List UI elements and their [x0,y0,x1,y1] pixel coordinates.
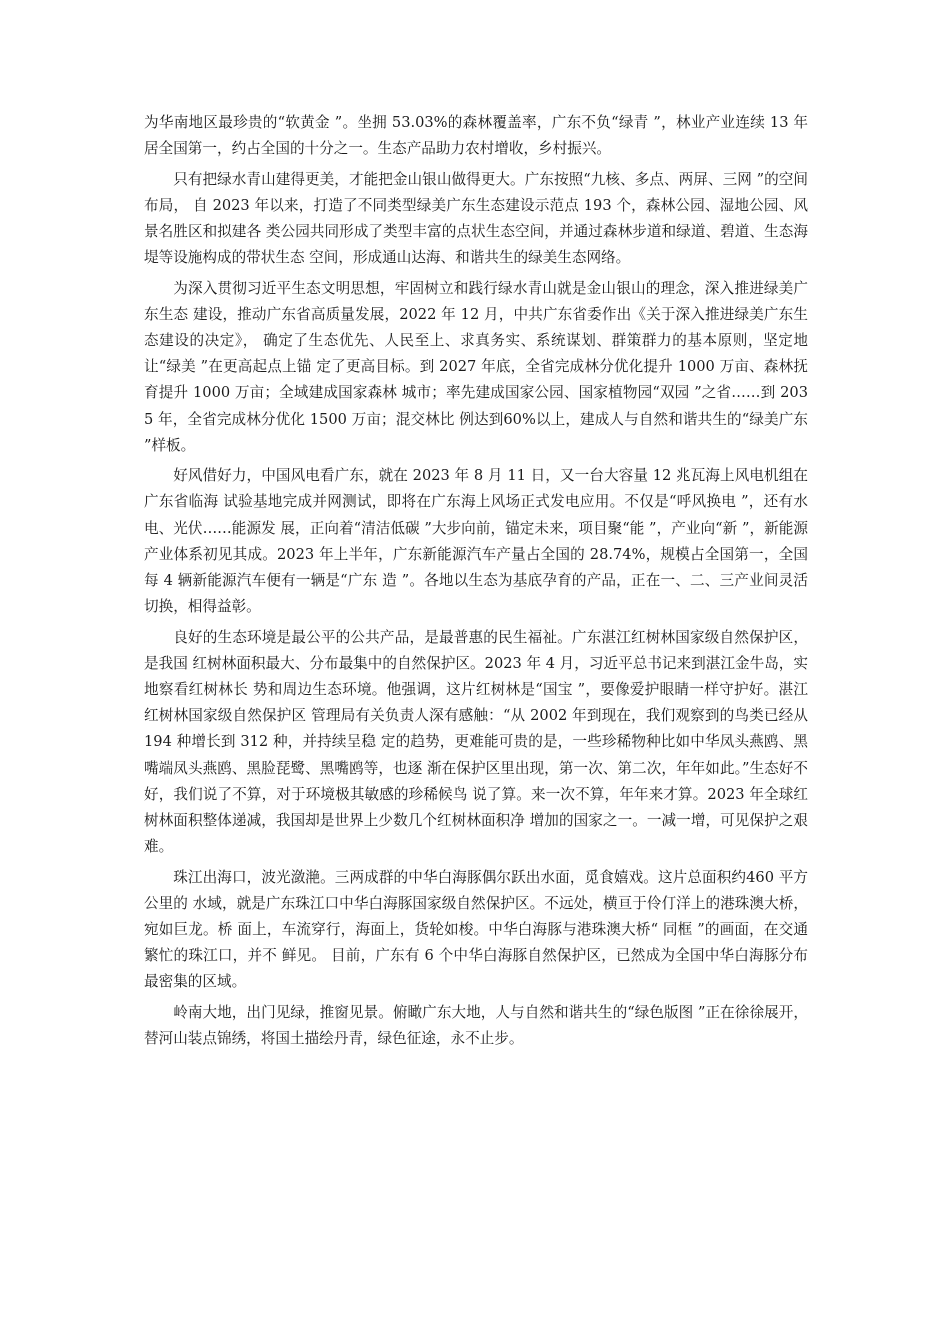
paragraph-new-energy: 好风借好力，中国风电看广东，就在 2023 年 8 月 11 日，又一台大容量 12 兆瓦海上风电机组在广东省临海 试验基地完成并网测试，即将在广东海上风场正式发电应用。不仅是“呼风换电 ”，还有水电、光伏……能源发 展，正向着“清洁低碳 ”大步向前，锚定未来，项目聚“能 ”，产业向“新 ”，新能源产业体系初见其成。2023 年上半年，广东新能源汽车产量占全国的 28.74%，规模占全国第一，全国每 4 辆新能源汽车便有一辆是“广东 造 ”。各地以生态为基底孕育的产品，正在一、二、三产业间灵活切换，相得益彰。 [144,467,808,616]
paragraph-conclusion: 岭南大地，出门见绿，推窗见景。俯瞰广东大地，人与自然和谐共生的“绿色版图 ”正在徐徐展开，替河山装点锦绣，将国土描绘丹青，绿色征途，永不止步。 [144,1003,808,1048]
paragraph-spatial-layout: 只有把绿水青山建得更美，才能把金山银山做得更大。广东按照“九核、多点、两屏、三网 ”的空间布局， 自 2023 年以来，打造了不同类型绿美广东生态建设示范点 193 个，森林公园、湿地公园、风景名胜区和拟建各 类公园共同形成了类型丰富的点状生态空间，并通过森林步道和绿道、碧道、生态海堤等设施构成的带状生态 空间，形成通山达海、和谐共生的绿美生态网络。 [144,170,808,267]
paragraph-forest-economy: 为华南地区最珍贵的“软黄金 ”。坐拥 53.03%的森林覆盖率，广东不负“绿青 ”，林业产业连续 13 年居全国第一，约占全国的十分之一。生态产品助力农村增收，乡村振兴。 [144,114,808,158]
document-body [144,110,808,1056]
paragraph-white-dolphin: 珠江出海口，波光潋滟。三两成群的中华白海豚偶尔跃出水面，觅食嬉戏。这片总面积约460 平方公里的 水域，就是广东珠江口中华白海豚国家级自然保护区。不远处，横亘于伶仃洋上的港珠澳大桥，宛如巨龙。桥 面上，车流穿行，海面上，货轮如梭。中华白海豚与港珠澳大桥“ 同框 ”的画面，在交通繁忙的珠江口，并不 鲜见。 目前，广东有 6 个中华白海豚自然保护区，已然成为全国中华白海豚分布最密集的区域。 [144,868,808,991]
paragraph-mangrove-reserve: 良好的生态环境是最公平的公共产品，是最普惠的民生福祉。广东湛江红树林国家级自然保护区，是我国 红树林面积最大、分布最集中的自然保护区。2023 年 4 月，习近平总书记来到湛江金牛岛，实地察看红树林长 势和周边生态环境。他强调，这片红树林是“国宝 ”，要像爱护眼睛一样守护好。湛江红树林国家级自然保护区 管理局有关负责人深有感触：“从 2002 年到现在，我们观察到的鸟类已经从 194 种增长到 312 种，并持续呈稳 定的趋势，更难能可贵的是，一些珍稀物种比如中华凤头燕鸥、黑嘴端凤头燕鸥、黑脸琵鹭、黑嘴鸥等，也逐 渐在保护区里出现，第一次、第二次，年年如此。”生态好不好，我们说了不算，对于环境极其敏感的珍稀候鸟 说了算。来一次不算，年年来才算。2023 年全球红树林面积整体递减，我国却是世界上少数几个红树林面积净 增加的国家之一。一减一增，可见保护之艰难。 [144,628,808,856]
paragraph-provincial-decision: 为深入贯彻习近平生态文明思想，牢固树立和践行绿水青山就是金山银山的理念，深入推进绿美广东生态 建设，推动广东省高质量发展，2022 年 12 月，中共广东省委作出《关于深入推进绿美广东生态建设的决定》， 确定了生态优先、人民至上、求真务实、系统谋划、群策群力的基本原则，坚定地让“绿美 ”在更高起点上锚 定了更高目标。到 2027 年底，全省完成林分优化提升 1000 万亩、森林抚育提升 1000 万亩；全域建成国家森林 城市；率先建成国家公园、国家植物园“双园 ”之省……到 2035 年，全省完成林分优化 1500 万亩；混交林比 例达到60%以上，建成人与自然和谐共生的“绿美广东 ”样板。 [144,279,808,454]
